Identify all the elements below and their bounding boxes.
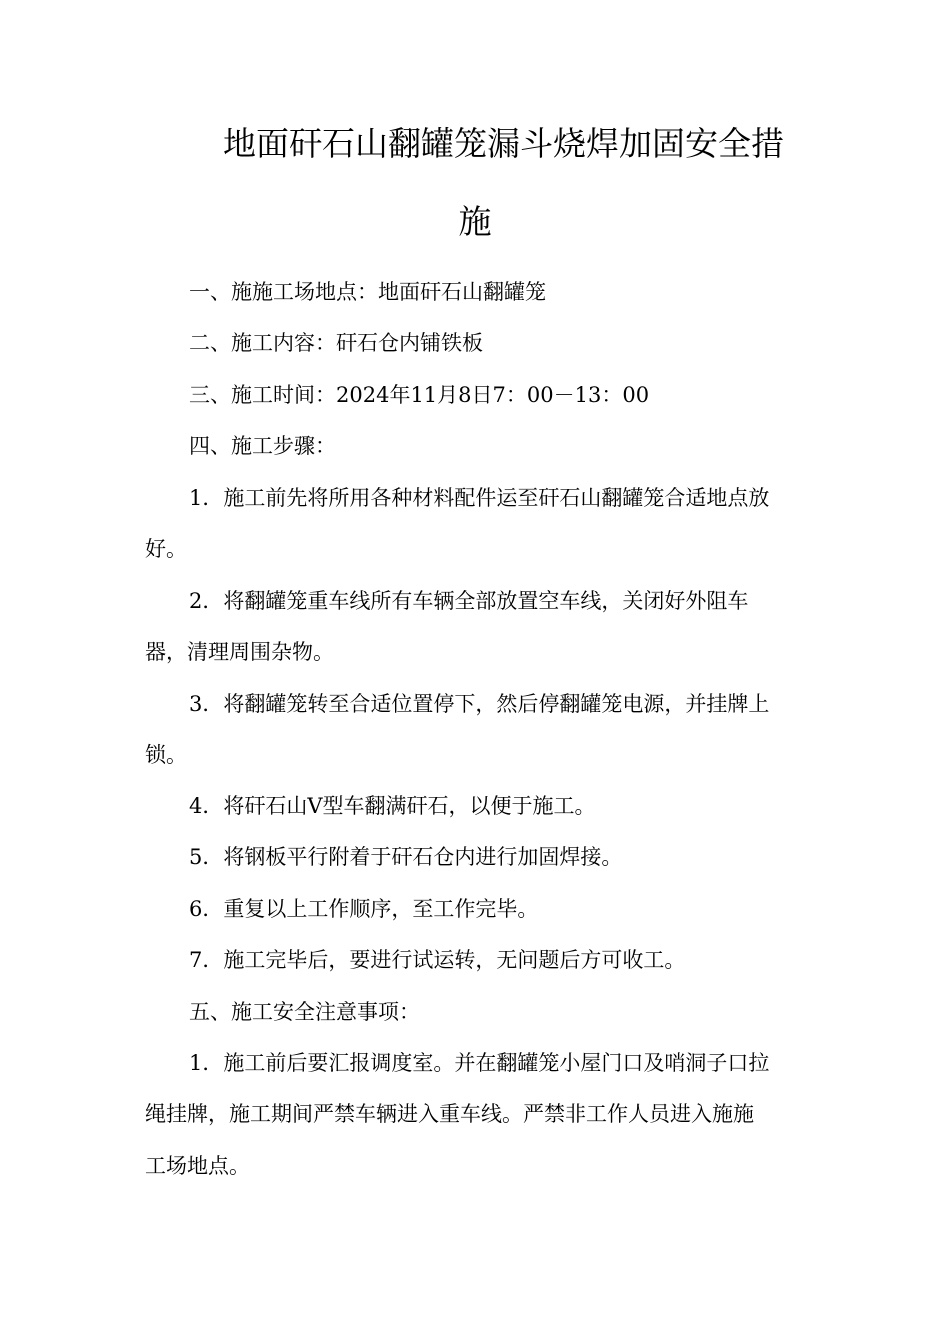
step-7: 7．施工完毕后，要进行试运转，无问题后方可收工。 xyxy=(189,948,686,972)
step-1-line-1: 1．施工前先将所用各种材料配件运至矸石山翻罐笼合适地点放 xyxy=(189,486,770,510)
step-4: 4．将矸石山V型车翻满矸石，以便于施工。 xyxy=(189,794,596,818)
safety-1-line-2: 绳挂牌，施工期间严禁车辆进入重车线。严禁非工作人员进入施施 xyxy=(145,1102,754,1126)
section-steps-heading: 四、施工步骤： xyxy=(189,434,336,458)
section-time: 三、施工时间：2024年11月8日7：00－13：00 xyxy=(189,383,650,407)
document-title-line-2: 施 xyxy=(458,202,492,241)
step-1-line-2: 好。 xyxy=(145,537,187,561)
safety-1-line-1: 1．施工前后要汇报调度室。并在翻罐笼小屋门口及哨洞子口拉 xyxy=(189,1051,770,1075)
document-title-line-1: 地面矸石山翻罐笼漏斗烧焊加固安全措 xyxy=(223,124,784,163)
step-2-line-1: 2．将翻罐笼重车线所有车辆全部放置空车线，关闭好外阻车 xyxy=(189,589,749,613)
step-3-line-2: 锁。 xyxy=(145,743,187,767)
section-site: 一、施施工场地点：地面矸石山翻罐笼 xyxy=(189,280,546,304)
step-2-line-2: 器，清理周围杂物。 xyxy=(145,640,334,664)
step-3-line-1: 3．将翻罐笼转至合适位置停下，然后停翻罐笼电源，并挂牌上 xyxy=(189,692,770,716)
section-content: 二、施工内容：矸石仓内铺铁板 xyxy=(189,331,483,355)
step-5: 5．将钢板平行附着于矸石仓内进行加固焊接。 xyxy=(189,845,623,869)
section-safety-heading: 五、施工安全注意事项： xyxy=(189,1000,420,1024)
step-6: 6．重复以上工作顺序，至工作完毕。 xyxy=(189,897,539,921)
safety-1-line-3: 工场地点。 xyxy=(145,1154,250,1178)
